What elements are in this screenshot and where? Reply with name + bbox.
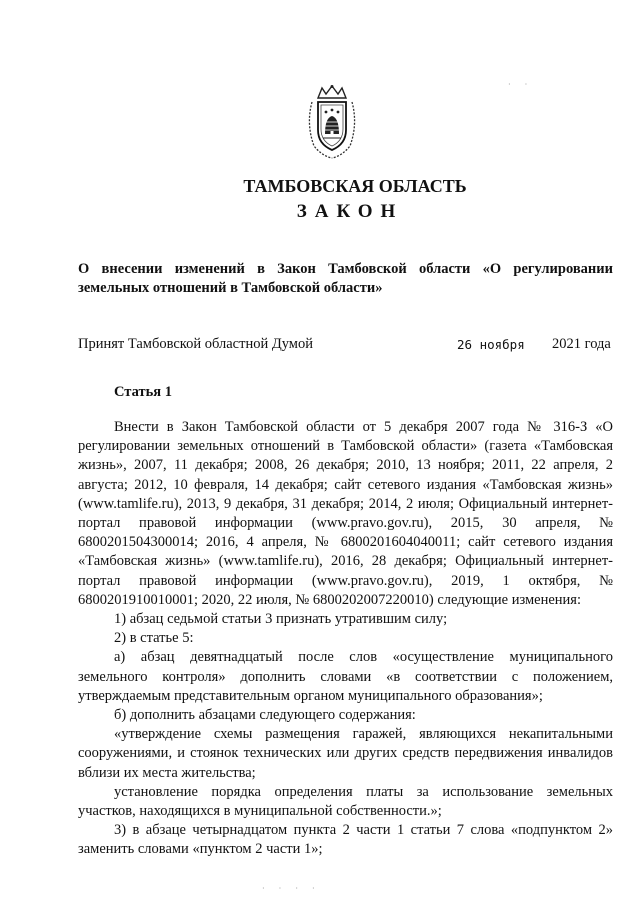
scan-speckle: · ·: [508, 80, 534, 89]
article-body: [78, 418, 613, 860]
article-paragraph: «утверждение схемы размещения гаражей, являющихся некапитальными сооружениями, и стоянок технических или других средств передвижения инвалидов вблизи их места жительства;: [78, 726, 613, 781]
adoption-date: 26 ноября: [457, 337, 525, 352]
article-title: Статья 1: [114, 384, 172, 400]
article-paragraph: а) абзац девятнадцатый после слов «осуществление муниципального земельного контроля» дополнить словами «в соответствии с положением, утверждаемым представительным органом муниципального образования»;: [78, 649, 613, 704]
scan-speckle: · · · ·: [262, 884, 321, 893]
article-paragraph: 2) в статье 5:: [114, 630, 194, 647]
article-paragraph: 3) в абзаце четырнадцатом пункта 2 части 1 статьи 7 слова «подпунктом 2» заменить словами «пунктом 2 части 1»;: [78, 822, 613, 858]
article-paragraph: б) дополнить абзацами следующего содержания:: [114, 707, 416, 724]
article-paragraph: Внести в Закон Тамбовской области от 5 декабря 2007 года № 316-З «О регулировании земельных отношений в Тамбовской области» (газета «Тамбовская жизнь», 2007, 11 декабря; 2008, 26 декабря; 2010, 13 ноября; 2011, 22 апреля, 2 августа; 2012, 10 февраля, 14 декабря; сайт сетевого издания «Тамбовская жизнь» (www.tamlife.ru), 2013, 9 декабря, 31 декабря; 2014, 2 июля; Официальный интернет-портал правовой информации (www.pravo.gov.ru), 2015, 30 апреля, № 6800201504300014; 2016, 4 апреля, № 6800201604040011; сайт сетевого издания «Тамбовская жизнь» (www.tamlife.ru), 2016, 28 декабря; Официальный интернет-портал правовой информации (www.pravo.gov.ru), 2019, 1 октября, № 6800201910010001; 2020, 22 июля, № 6800202007220010) следующие изменения:: [78, 419, 613, 608]
article-paragraph: установление порядка определения платы за использование земельных участков, находящихся в муниципальной собственности.»;: [78, 783, 613, 820]
document-type-heading: ЗАКОН: [296, 201, 404, 222]
coat-of-arms-icon: [304, 84, 360, 160]
article-paragraph: 1) абзац седьмой статьи 3 признать утратившим силу;: [114, 611, 448, 628]
region-heading: ТАМБОВСКАЯ ОБЛАСТЬ: [243, 176, 467, 196]
adopted-by-label: Принят Тамбовской областной Думой: [78, 336, 313, 352]
law-title: О внесении изменений в Закон Тамбовской области «О регулировании земельных отношений в Тамбовской области»: [78, 261, 613, 296]
adoption-year: 2021 года: [552, 336, 611, 352]
